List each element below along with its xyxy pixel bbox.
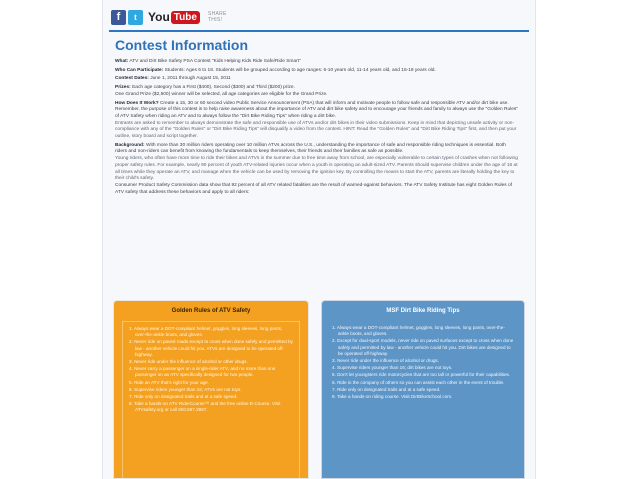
facebook-icon[interactable]: f — [111, 10, 126, 25]
entrants-text: Entrants are asked to remember to always demonstrate the safe and responsible use of ATVs and/or dirt bikes in their video submissions. Keep in mind that depicting unsafe activity or non-compliance with any of the "Golden Rules" or "Dirt Bike Riding Tips" will disqualify a video from the contest. HINT: Read the "Golden Rules" and "Dirt Bike Riding Tips" first, and then put your outline, story board and script together. — [115, 120, 517, 140]
who-label: Who Can Participate: — [115, 67, 164, 73]
how-label: How Does It Work? — [115, 100, 159, 106]
dates-label: Contest Dates: — [115, 76, 149, 82]
background-label: Background: — [115, 142, 145, 148]
msf-tip-item: 3. Never ride under the influence of alcohol or drugs. — [332, 358, 439, 364]
dates-text: June 1, 2011 through August 15, 2011 — [150, 76, 231, 82]
msf-tips-box — [321, 300, 525, 479]
golden-rule-item: 6. Supervise riders younger than 16; ATVs are not toys. — [129, 386, 242, 392]
background-text: With more than 30 million riders operating over 10 million ATVs across the U.S., understanding the importance of safe and responsible riding techniques is essential. Both riders and non-riders can benefit from knowing the fundamentals to keep themselves, their friends and their families as safe as possible. — [115, 142, 506, 155]
what-label: What: — [115, 59, 129, 64]
header-divider — [109, 30, 529, 32]
how-paragraph — [115, 101, 519, 141]
youtube-tube-text: Tube — [171, 11, 200, 24]
msf-tip-item: 1. Always wear a DOT-compliant helmet, goggles, long sleeves, long pants, over-the-ankle boots, and gloves. — [332, 325, 505, 337]
social-bar — [111, 6, 227, 28]
msf-tip-item: 8. Take a hands-on riding course. Visit DirtBikeSchool.com. — [332, 394, 453, 400]
background-paragraph — [115, 143, 519, 197]
contest-details — [115, 59, 519, 198]
share-link[interactable] — [208, 11, 227, 23]
cpsc-text: Consumer Product Safety Commission data show that 92 percent of all ATV related fatalities are the result of warned-against behaviors. The ATV Safety Institute has eight Golden Rules of ATV safety that address these behaviors and apply to all riders: — [115, 182, 513, 195]
contest-page — [103, 0, 535, 479]
safety-boxes — [113, 300, 525, 479]
share-line-1: SHARE — [207, 11, 227, 17]
youtube-icon[interactable] — [147, 10, 200, 25]
prizes-text-1: Each age category has a First ($400), Second ($300) and Third ($200) prize. — [132, 85, 295, 91]
remember-text: Remember, the purpose of this contest is to help raise awareness about the importance of ATV and dirt bike safety and to encourage your friends and family to always use the "Golden Rules" of ATV Safety when riding an ATV and to always follow the "Dirt Bike Riding Tips" when riding a dirt bike. — [115, 107, 519, 119]
share-line-2: THIS! — [207, 17, 223, 23]
page-title: Contest Information — [115, 37, 248, 53]
msf-tips-list — [328, 321, 518, 400]
who-paragraph — [115, 68, 519, 75]
youtube-you-text: You — [148, 10, 170, 24]
golden-rule-item: 1. Always wear a DOT-compliant helmet, goggles, long sleeves, long pants, over-the-ankle boots, and gloves. — [129, 326, 283, 338]
how-text: Create a 15, 30 or 60 second video Public Service Announcement (PSA) that will inform and motivate people to follow safe and responsible ATV and/or dirt bike use. — [159, 100, 509, 106]
msf-tips-panel — [328, 321, 518, 478]
prizes-text-2: One Grand Prize ($2,500) winner will be selected, all age categories are eligible for the Grand Prize. — [115, 91, 328, 97]
golden-rule-item: 2. Never ride on paved roads except to cross when done safely and permitted by law - another vehicle could hit you. ATVs are designed to be operated off-highway. — [129, 339, 293, 357]
prizes-paragraph — [115, 85, 519, 98]
golden-rules-panel — [122, 321, 300, 478]
golden-rules-box — [113, 300, 309, 479]
msf-tip-item: 2. Except for dual-sport models, never ride on paved surfaces except to cross when done safely and permitted by law - another vehicle could hit you. Dirt bikes are designed to be operated off-highway. — [332, 338, 514, 356]
msf-tip-item: 7. Ride only on designated trails and at a safe speed. — [332, 386, 441, 392]
golden-rule-item: 8. Take a hands-on ATV RiderCourse™ and the free online E-Course. Visit ATVsafety.org or call 800.887.2887. — [129, 401, 281, 413]
prizes-label: Prizes: — [115, 85, 131, 91]
golden-rule-item: 4. Never carry a passenger on a single-rider ATV, and no more than one passenger on an ATV specifically designed for two people. — [129, 366, 276, 378]
msf-tip-item: 6. Ride in the company of others so you can assist each other in the event of trouble. — [332, 379, 505, 385]
dates-paragraph — [115, 76, 519, 83]
golden-rule-item: 3. Never ride under the influence of alcohol or other drugs. — [129, 359, 248, 365]
golden-rules-title: Golden Rules of ATV Safety — [171, 308, 251, 314]
what-paragraph — [115, 59, 519, 66]
golden-rule-item: 5. Ride an ATV that's right for your age. — [129, 379, 209, 385]
what-text: ATV and Dirt Bike Safety PSA Contest "Kids Helping Kids Ride Safe/Ride Smart" — [129, 59, 301, 64]
golden-rule-item: 7. Ride only on designated trails and at a safe speed. — [129, 394, 238, 400]
msf-tip-item: 4. Supervise riders younger than 16; dirt bikes are not toys. — [332, 365, 453, 371]
who-text: Students: Ages 6 to 18. Students will be grouped according to age ranges: 6-10 years old, 11-14 years old, and 15-18 years old. — [164, 67, 436, 73]
msf-tip-item: 5. Don't let youngsters ride motorcycles that are too tall or powerful for their capabilities. — [332, 372, 511, 378]
young-riders-text: Young riders, who often have more time to ride their bikes and ATVs in the summer due to free time away from school, are especially vulnerable to certain types of crashes when not following proper safety rules. For example, nearly 90 percent of youth ATV-related injuries occur when a youth is operating an adult-sized ATV. Parents should supervise children under the age of 16 at all times while they operate an ATV, and manage when the vehicle can be used by removing the ignition key. By controlling the means to start the ATV, parents are literally holding the key to their child's safety. — [115, 156, 518, 182]
golden-rules-list — [123, 322, 299, 414]
msf-tips-title: MSF Dirt Bike Riding Tips — [386, 308, 460, 314]
twitter-icon[interactable]: t — [128, 10, 143, 25]
